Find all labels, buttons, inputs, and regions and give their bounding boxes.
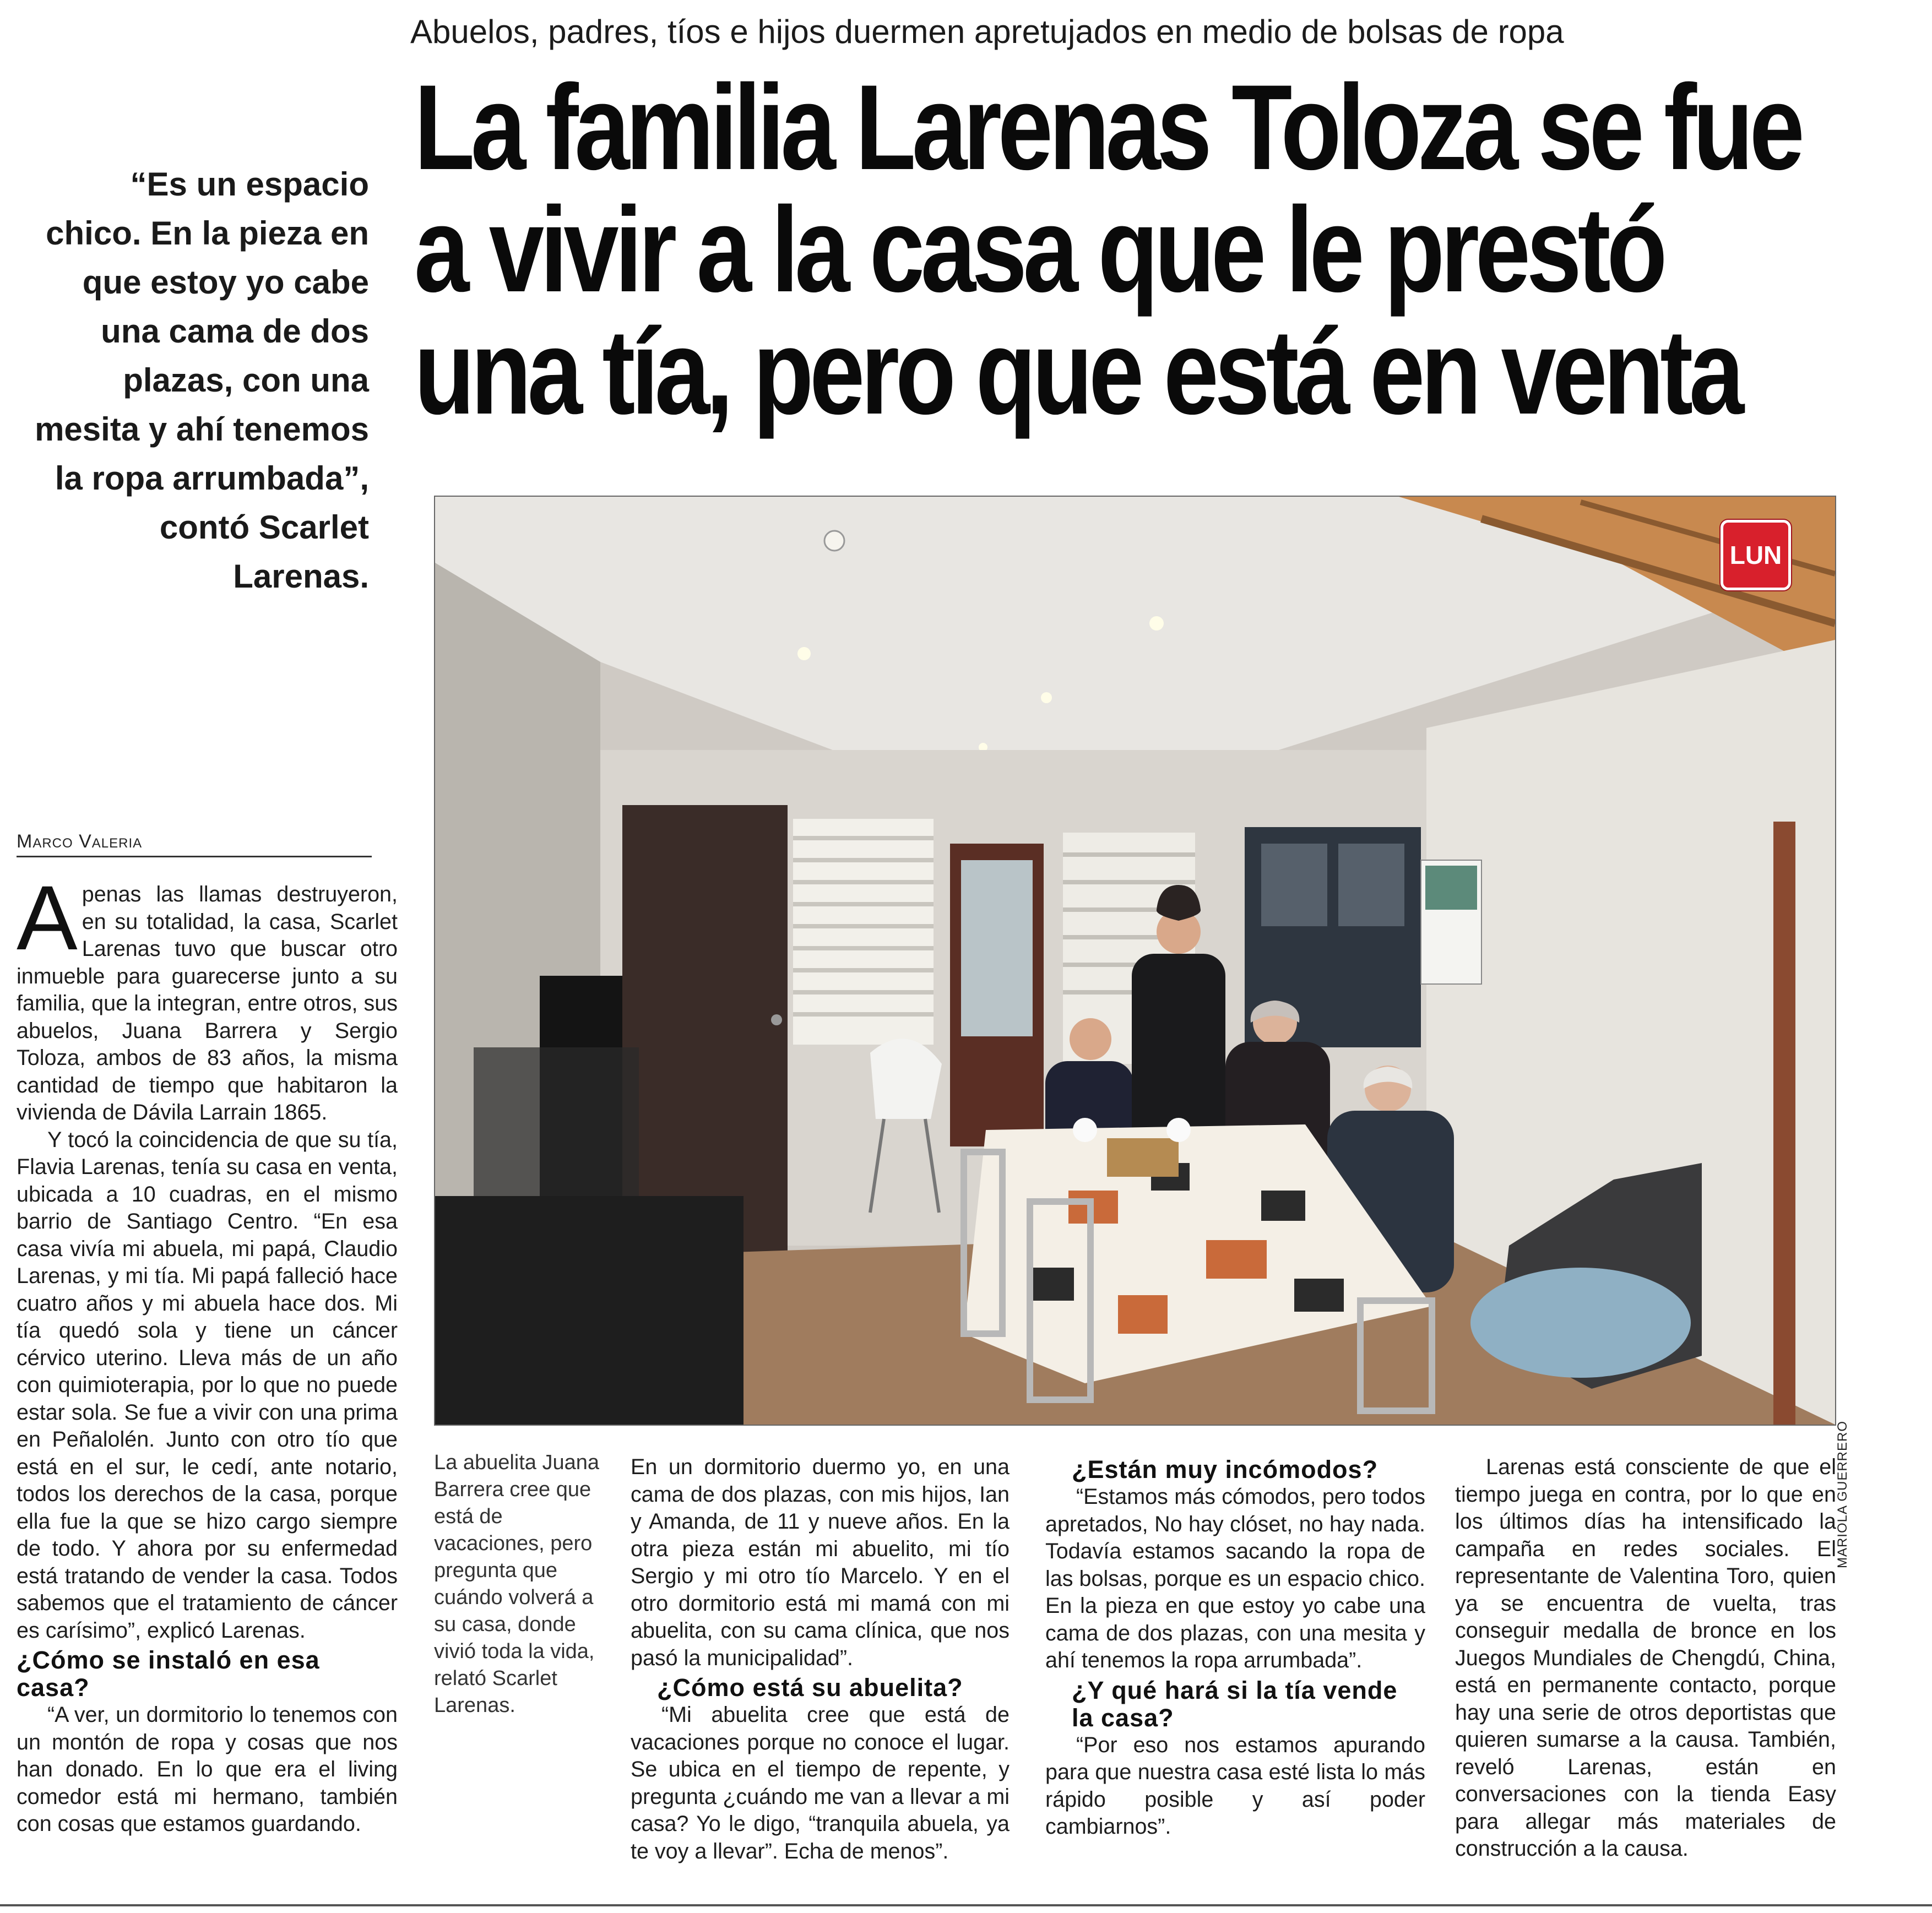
kicker: Abuelos, padres, tíos e hijos duermen apretujados en medio de bolsas de ropa (410, 13, 1564, 50)
headline-line-1: La familia Larenas Toloza se fue (414, 59, 1801, 195)
photo-credit (1835, 1421, 1857, 1569)
pull-quote: “Es un espacio chico. En la pieza en que estoy yo cabe una cama de dos plazas, con una mesita y ahí tenemos la ropa arrumbada”, contó Scarlet Larenas. (35, 166, 369, 595)
lun-logo-badge: LUN (1721, 520, 1791, 590)
article-column-4 (1455, 1454, 1836, 1863)
photo-illustration (435, 497, 1835, 1425)
article-column-1 (17, 867, 398, 1838)
headline-line-3: una tía, pero que está en venta (414, 304, 1740, 439)
answer-paragraph-continued: En un dormitorio duermo yo, en una cama de dos plazas, con mis hijos, Ian y Amanda, de 11 y nueve años. En la otra pieza están mi abuelito, mi tío Sergio y mi otro tío Marcelo. Y en el otro dormitorio está mi mamá con mi abuelita, con su cama clínica, que nos pasó la municipalidad”. (631, 1455, 1010, 1670)
headline (414, 59, 1801, 439)
paragraph-lead (17, 867, 398, 1127)
question-heading: ¿Cómo se instaló en esa casa? (17, 1646, 320, 1702)
article-column-2 (631, 1454, 1010, 1865)
article-photo (434, 496, 1836, 1426)
drop-cap: A (17, 867, 78, 969)
article-column-3 (1045, 1454, 1425, 1841)
answer-paragraph: “Estamos más cómodos, pero todos apretados, No hay clóset, no hay nada. Todavía estamos sacando la ropa de las bolsas, porque es un espacio chico. En la pieza en que estoy yo cabe una cama de dos plazas, con una mesita y ahí tenemos la ropa arrumbada”. (1045, 1485, 1425, 1672)
photo-credit-text: MARIOLA GUERRERO (1835, 1421, 1850, 1569)
byline: Marco Valeria (17, 829, 372, 857)
question-heading: ¿Y qué hará si la tía vende la casa? (1072, 1676, 1398, 1732)
paragraph: Larenas está consciente de que el tiempo juega en contra, por lo que en los últimos días ha intensificado la campaña en redes sociales. El representante de Valentina Toro, quien ya se encuentra de vuelta, tras conseguir medalla de bronce en los Juegos Mundiales de Chengdú, China, está en permanente contacto, porque hay una serie de otros deportistas que quieren sumarse a la causa. También, reveló Larenas, están en conversaciones con la tienda Easy para allegar más materiales de construcción a la causa. (1455, 1455, 1836, 1861)
paragraph-lead-text: penas las llamas destruyeron, en su totalidad, la casa, Scarlet Larenas tuvo que buscar otro inmueble para guarecerse junto a su familia, que la integran, entre otros, sus abuelos, Juana Barrera y Sergio Toloza, ambos de 83 años, la misma cantidad de tiempo que habitaron la vivienda de Dávila Larrain 1865. (17, 882, 398, 1124)
question-heading: ¿Están muy incómodos? (1072, 1455, 1379, 1483)
question-heading: ¿Cómo está su abuelita? (657, 1673, 963, 1702)
bottom-rule (0, 1904, 1932, 1906)
answer-paragraph: “A ver, un dormitorio lo tenemos con un montón de ropa y cosas que nos han donado. En lo que era el living comedor está mi hermano, también con cosas que estamos guardando. (17, 1703, 398, 1836)
answer-paragraph: “Por eso nos estamos apurando para que nuestra casa esté lista lo más rápido posible y así poder cambiarnos”. (1045, 1732, 1425, 1839)
paragraph: Y tocó la coincidencia de que su tía, Flavia Larenas, tenía su casa en venta, ubicada a 10 cuadras, en el mismo barrio de Santiago Centro. “En esa casa vivía mi abuela, mi papá, Claudio Larenas, y mi tía. Mi papá falleció hace cuatro años y mi abuela hace dos. Mi tía quedó sola y tiene un cáncer cérvico uterino. Lleva más de un año con quimioterapia, por lo que no puede estar sola. Se fue a vivir con una prima en Peñalolén. Junto con otro tío que está en el sur, le cedí, ante notario, todos los derechos de la casa, porque ella fue la que se hizo cargo siempre de todo. Y ahora por su enfermedad está tratando de vender la casa. Todos sabemos que el tratamiento de cáncer es carísimo”, explicó Larenas. (17, 1127, 398, 1643)
headline-line-2: a vivir a la casa que le prestó (414, 182, 1664, 317)
photo-caption: La abuelita Juana Barrera cree que está de vacaciones, pero pregunta que cuándo volverá a su casa, donde vivió toda la vida, relató Scarlet Larenas. (434, 1451, 600, 1717)
answer-paragraph: “Mi abuelita cree que está de vacaciones porque no conoce el lugar. Se ubica en el tiempo de repente, y pregunta ¿cuándo me van a llevar a mi casa? Yo le digo, “tranquila abuela, ya te voy a llevar”. Echa de menos”. (631, 1703, 1010, 1863)
